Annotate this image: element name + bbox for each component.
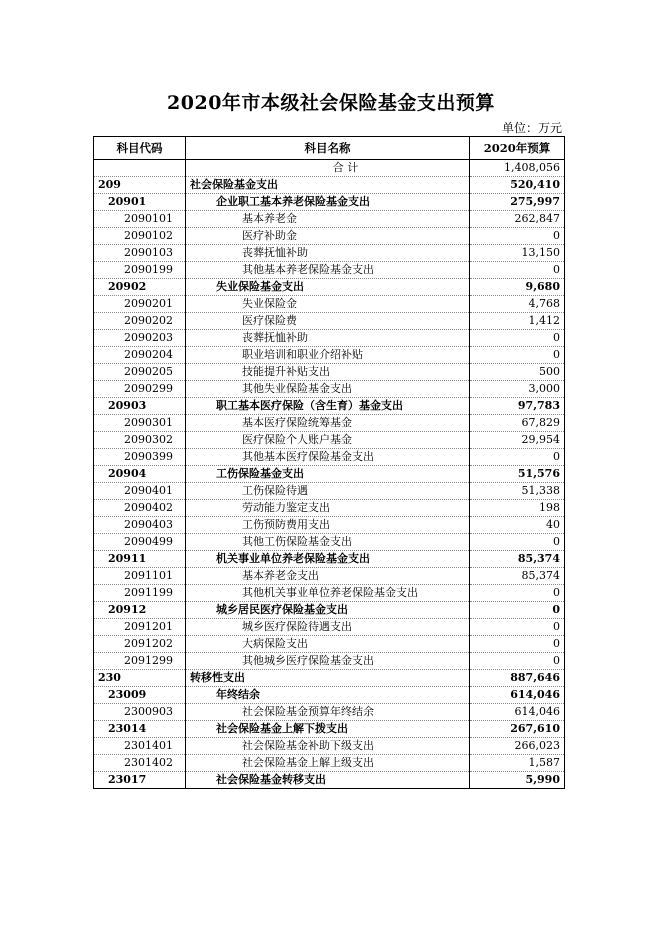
table-row	[94, 432, 565, 449]
code-cell: 20911	[94, 551, 186, 568]
table-row	[94, 364, 565, 381]
table-row	[94, 551, 565, 568]
table-row	[94, 602, 565, 619]
table-row	[94, 211, 565, 228]
code-cell: 2090399	[94, 449, 186, 466]
code-cell: 2301402	[94, 755, 186, 772]
table-row	[94, 279, 565, 296]
name-cell: 社会保险基金支出	[186, 177, 470, 194]
amount-cell: 51,338	[470, 483, 565, 500]
amount-cell: 0	[470, 653, 565, 670]
code-cell: 20902	[94, 279, 186, 296]
code-cell: 20904	[94, 466, 186, 483]
name-cell: 基本养老金支出	[186, 568, 470, 585]
amount-cell: 1,587	[470, 755, 565, 772]
table-row	[94, 653, 565, 670]
table-row	[94, 721, 565, 738]
code-cell: 2090499	[94, 534, 186, 551]
code-cell: 2090103	[94, 245, 186, 262]
name-cell: 城乡医疗保险待遇支出	[186, 619, 470, 636]
name-cell: 社会保险基金转移支出	[186, 772, 470, 789]
table-row	[94, 160, 565, 177]
name-cell: 丧葬抚恤补助	[186, 245, 470, 262]
code-cell: 2091101	[94, 568, 186, 585]
table-row	[94, 738, 565, 755]
code-cell: 2091299	[94, 653, 186, 670]
name-cell: 职工基本医疗保险（含生育）基金支出	[186, 398, 470, 415]
table-row	[94, 483, 565, 500]
name-cell: 技能提升补贴支出	[186, 364, 470, 381]
name-cell: 其他机关事业单位养老保险基金支出	[186, 585, 470, 602]
table-row	[94, 347, 565, 364]
header-code: 科目代码	[94, 137, 186, 160]
code-cell: 2090403	[94, 517, 186, 534]
amount-cell: 4,768	[470, 296, 565, 313]
name-cell: 企业职工基本养老保险基金支出	[186, 194, 470, 211]
amount-cell: 97,783	[470, 398, 565, 415]
name-cell: 其他失业保险基金支出	[186, 381, 470, 398]
table-row	[94, 245, 565, 262]
code-cell: 2090299	[94, 381, 186, 398]
code-cell: 2091202	[94, 636, 186, 653]
code-cell: 230	[94, 670, 186, 687]
code-cell: 209	[94, 177, 186, 194]
code-cell: 2090302	[94, 432, 186, 449]
amount-cell: 5,990	[470, 772, 565, 789]
table-row	[94, 262, 565, 279]
name-cell: 工伤保险基金支出	[186, 466, 470, 483]
code-cell: 23009	[94, 687, 186, 704]
code-cell: 2301401	[94, 738, 186, 755]
table-row	[94, 194, 565, 211]
amount-cell: 0	[470, 347, 565, 364]
name-cell: 其他工伤保险基金支出	[186, 534, 470, 551]
name-cell: 劳动能力鉴定支出	[186, 500, 470, 517]
code-cell: 2300903	[94, 704, 186, 721]
table-row	[94, 415, 565, 432]
amount-cell: 0	[470, 534, 565, 551]
amount-cell: 275,997	[470, 194, 565, 211]
table-row	[94, 772, 565, 789]
code-cell: 2090401	[94, 483, 186, 500]
amount-cell: 0	[470, 228, 565, 245]
amount-cell: 0	[470, 585, 565, 602]
amount-cell: 85,374	[470, 551, 565, 568]
unit-label: 单位：万元	[501, 121, 562, 135]
amount-cell: 1,412	[470, 313, 565, 330]
name-cell: 工伤保险待遇	[186, 483, 470, 500]
amount-cell: 0	[470, 602, 565, 619]
amount-cell: 0	[470, 636, 565, 653]
code-cell: 2090204	[94, 347, 186, 364]
amount-cell: 262,847	[470, 211, 565, 228]
code-cell	[94, 160, 186, 177]
name-cell: 社会保险基金预算年终结余	[186, 704, 470, 721]
code-cell: 2091199	[94, 585, 186, 602]
table-row	[94, 330, 565, 347]
amount-cell: 67,829	[470, 415, 565, 432]
page-title: 2020年市本级社会保险基金支出预算	[167, 92, 495, 114]
amount-cell: 266,023	[470, 738, 565, 755]
amount-cell: 0	[470, 619, 565, 636]
amount-cell: 614,046	[470, 704, 565, 721]
name-cell: 医疗保险个人账户基金	[186, 432, 470, 449]
table-row	[94, 466, 565, 483]
code-cell: 2090199	[94, 262, 186, 279]
code-cell: 20903	[94, 398, 186, 415]
amount-cell: 3,000	[470, 381, 565, 398]
code-cell: 2090202	[94, 313, 186, 330]
header-name: 科目名称	[186, 137, 470, 160]
table-row	[94, 381, 565, 398]
code-cell: 2090102	[94, 228, 186, 245]
name-cell: 社会保险基金补助下级支出	[186, 738, 470, 755]
amount-cell: 0	[470, 330, 565, 347]
code-cell: 23017	[94, 772, 186, 789]
code-cell: 23014	[94, 721, 186, 738]
code-cell: 20901	[94, 194, 186, 211]
amount-cell: 13,150	[470, 245, 565, 262]
table-row	[94, 517, 565, 534]
table-row	[94, 177, 565, 194]
amount-cell: 520,410	[470, 177, 565, 194]
name-cell: 基本养老金	[186, 211, 470, 228]
table-header-row	[94, 137, 565, 160]
header-amount: 2020年预算	[470, 137, 565, 160]
table-row	[94, 313, 565, 330]
name-cell: 社会保险基金上解上级支出	[186, 755, 470, 772]
table-row	[94, 687, 565, 704]
table-row	[94, 619, 565, 636]
table-row	[94, 296, 565, 313]
amount-cell: 887,646	[470, 670, 565, 687]
name-cell: 职业培训和职业介绍补贴	[186, 347, 470, 364]
name-cell: 合 计	[186, 160, 470, 177]
name-cell: 大病保险支出	[186, 636, 470, 653]
amount-cell: 40	[470, 517, 565, 534]
table-row	[94, 670, 565, 687]
table-row	[94, 534, 565, 551]
table-row	[94, 755, 565, 772]
code-cell: 2090201	[94, 296, 186, 313]
amount-cell: 267,610	[470, 721, 565, 738]
code-cell: 20912	[94, 602, 186, 619]
amount-cell: 9,680	[470, 279, 565, 296]
name-cell: 其他基本医疗保险基金支出	[186, 449, 470, 466]
table-row	[94, 500, 565, 517]
table-row	[94, 228, 565, 245]
name-cell: 其他基本养老保险基金支出	[186, 262, 470, 279]
table-row	[94, 704, 565, 721]
name-cell: 医疗补助金	[186, 228, 470, 245]
name-cell: 丧葬抚恤补助	[186, 330, 470, 347]
name-cell: 年终结余	[186, 687, 470, 704]
name-cell: 其他城乡医疗保险基金支出	[186, 653, 470, 670]
name-cell: 社会保险基金上解下拨支出	[186, 721, 470, 738]
amount-cell: 85,374	[470, 568, 565, 585]
amount-cell: 1,408,056	[470, 160, 565, 177]
name-cell: 医疗保险费	[186, 313, 470, 330]
amount-cell: 51,576	[470, 466, 565, 483]
code-cell: 2090402	[94, 500, 186, 517]
code-cell: 2090101	[94, 211, 186, 228]
name-cell: 机关事业单位养老保险基金支出	[186, 551, 470, 568]
amount-cell: 500	[470, 364, 565, 381]
amount-cell: 614,046	[470, 687, 565, 704]
amount-cell: 29,954	[470, 432, 565, 449]
name-cell: 城乡居民医疗保险基金支出	[186, 602, 470, 619]
code-cell: 2091201	[94, 619, 186, 636]
name-cell: 基本医疗保险统筹基金	[186, 415, 470, 432]
table-row	[94, 449, 565, 466]
table-row	[94, 636, 565, 653]
amount-cell: 0	[470, 262, 565, 279]
amount-cell: 198	[470, 500, 565, 517]
name-cell: 失业保险金	[186, 296, 470, 313]
name-cell: 工伤预防费用支出	[186, 517, 470, 534]
code-cell: 2090203	[94, 330, 186, 347]
table-row	[94, 585, 565, 602]
code-cell: 2090205	[94, 364, 186, 381]
name-cell: 失业保险基金支出	[186, 279, 470, 296]
table-row	[94, 398, 565, 415]
amount-cell: 0	[470, 449, 565, 466]
name-cell: 转移性支出	[186, 670, 470, 687]
code-cell: 2090301	[94, 415, 186, 432]
budget-table	[93, 136, 565, 789]
table-row	[94, 568, 565, 585]
